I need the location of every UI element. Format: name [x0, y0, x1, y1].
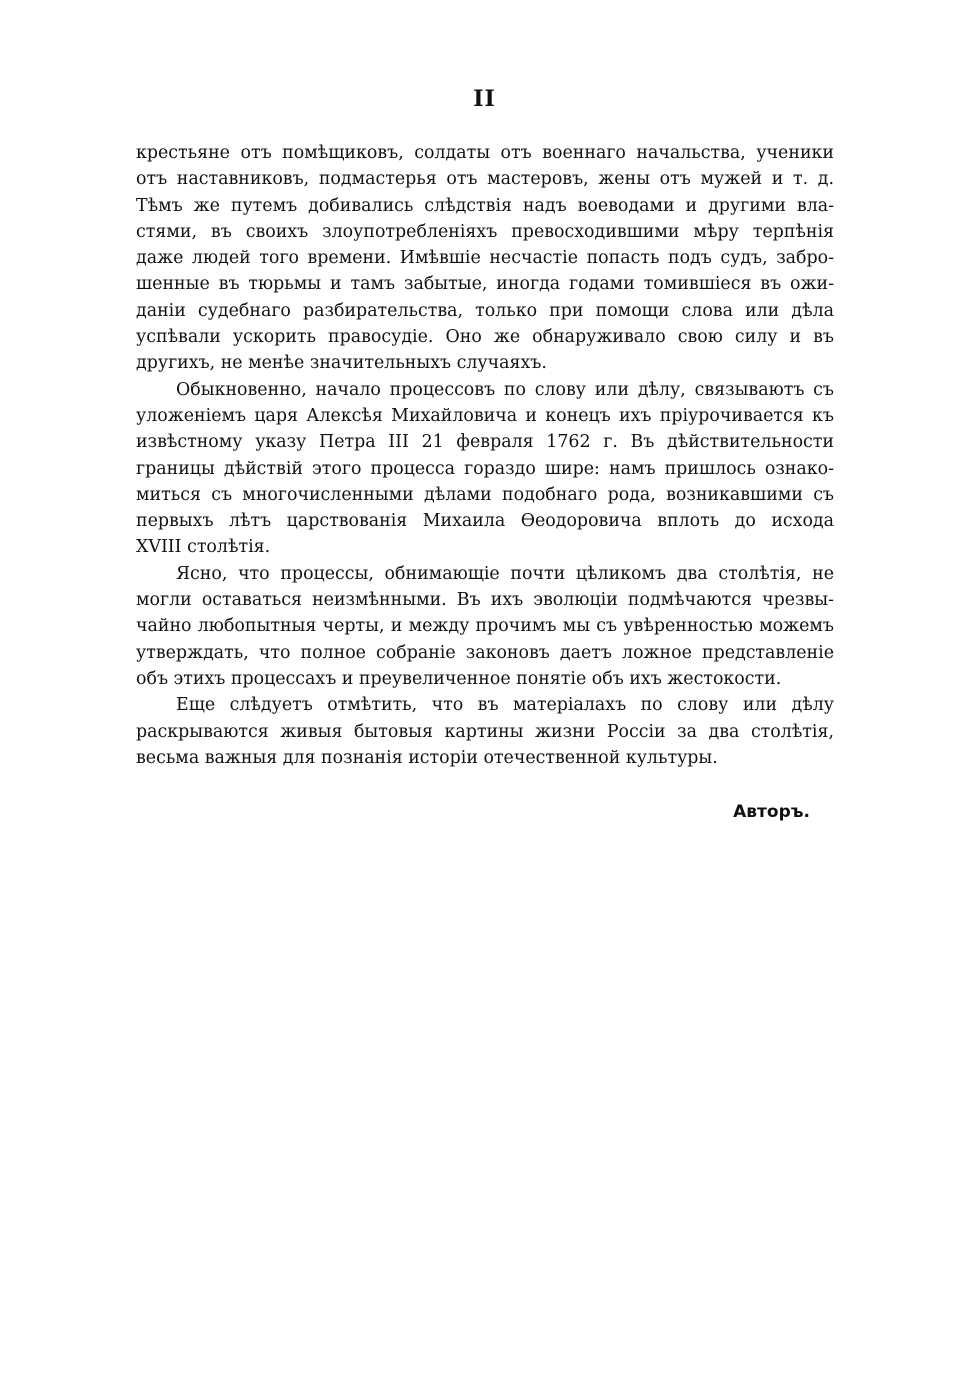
- text-line: могли оставаться неизмѣнными. Въ ихъ эволюціи подмѣчаются чрезвы-: [136, 590, 834, 611]
- text-line: даже людей того времени. Имѣвшіе несчастіе попасть подъ судъ, забро-: [136, 248, 834, 269]
- text-line: раскрываются живыя бытовыя картины жизни Россіи за два столѣтія,: [136, 721, 834, 742]
- text-line: крестьяне отъ помѣщиковъ, солдаты отъ военнаго начальства, ученики: [136, 143, 834, 163]
- text-line: даніи судебнаго разбирательства, только при помощи слова или дѣла: [136, 300, 834, 321]
- author-signature: Авторъ.: [733, 802, 810, 822]
- text-line: первыхъ лѣтъ царствованія Михаила Ѳеодоровича вплоть до исхода: [136, 511, 834, 532]
- text-line: Ясно, что процессы, обнимающіе почти цѣликомъ два столѣтія, не: [176, 563, 834, 584]
- text-line: Еще слѣдуетъ отмѣтить, что въ матеріалахъ по слову или дѣлу: [176, 695, 834, 716]
- text-line: утверждать, что полное собраніе законовъ даетъ ложное представленіе: [136, 642, 834, 663]
- body-text: [136, 140, 834, 771]
- text-line: границы дѣйствій этого процесса гораздо шире: намъ пришлось ознако-: [136, 458, 834, 479]
- paragraph-4: [136, 692, 834, 771]
- text-line: отъ наставниковъ, подмастерья отъ мастеровъ, жены отъ мужей и т. д.: [136, 169, 834, 190]
- text-line: объ этихъ процессахъ и преувеличенное понятіе объ ихъ жестокости.: [136, 668, 782, 689]
- page-number: II: [473, 86, 496, 112]
- text-line: Тѣмъ же путемъ добивались слѣдствія надъ воеводами и другими вла-: [136, 195, 834, 216]
- text-line: миться съ многочисленными дѣлами подобнаго рода, возникавшими съ: [136, 484, 834, 505]
- text-line: успѣвали ускорить правосудіе. Оно же обнаруживало свою силу и въ: [136, 327, 834, 348]
- text-line: стями, въ своихъ злоупотребленіяхъ превосходившими мѣру терпѣнія: [136, 221, 834, 242]
- text-line: весьма важныя для познанія исторіи отечественной культуры.: [136, 747, 718, 768]
- text-line: извѣстному указу Петра III 21 февраля 1762 г. Въ дѣйствительности: [136, 432, 834, 453]
- text-line: шенные въ тюрьмы и тамъ забытые, иногда годами томившіеся въ ожи-: [136, 274, 834, 295]
- text-line: другихъ, не менѣе значительныхъ случаяхъ.: [136, 353, 547, 374]
- paragraph-1: [136, 140, 834, 377]
- text-line: Обыкновенно, начало процессовъ по слову или дѣлу, связываютъ съ: [176, 379, 834, 400]
- paragraph-2: [136, 377, 834, 561]
- paragraph-3: [136, 561, 834, 692]
- text-line: чайно любопытныя черты, и между прочимъ мы съ увѣренностью можемъ: [136, 616, 834, 637]
- text-line: XVIII столѣтія.: [136, 537, 271, 558]
- text-line: уложеніемъ царя Алексѣя Михайловича и конецъ ихъ пріурочивается къ: [136, 405, 834, 426]
